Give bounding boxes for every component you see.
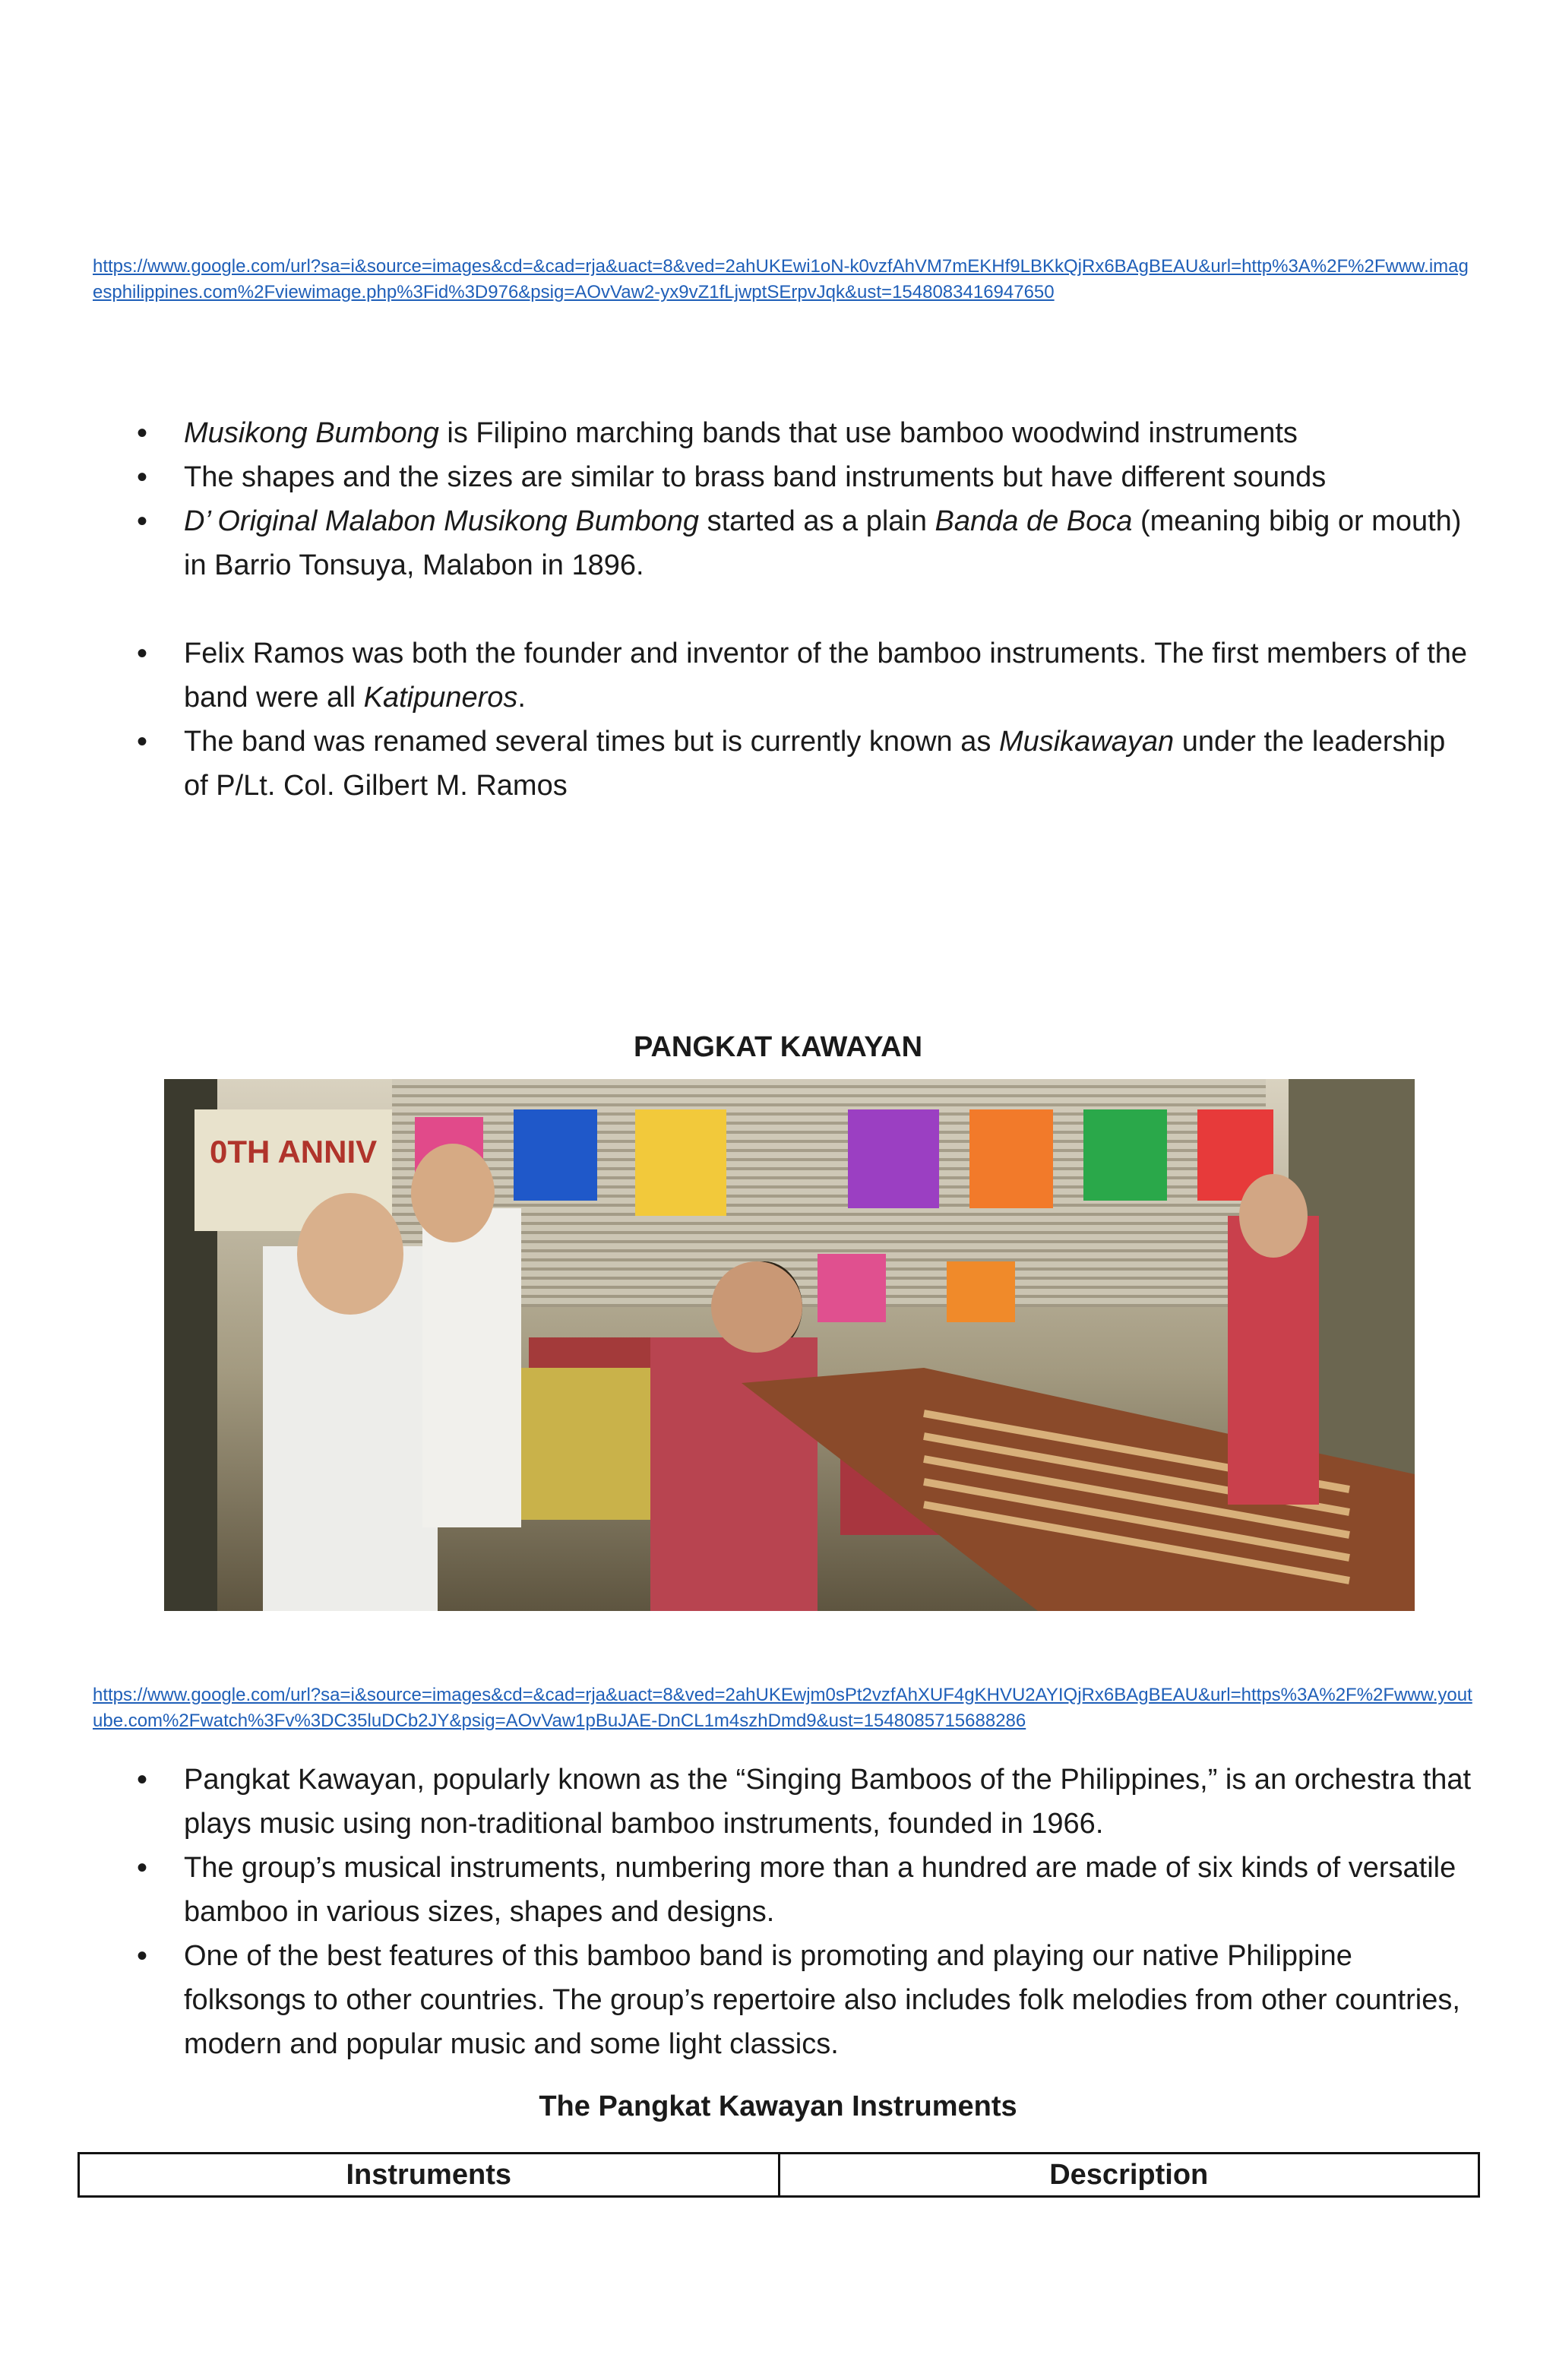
pangkat-kawayan-photo <box>164 1079 1415 1611</box>
banner-text: 0TH ANNIV <box>210 1134 378 1169</box>
list-item: • One of the best features of this bamboo band is promoting and playing our native Philippine folksongs to other countries. The group’s repertoire also includes folk melodies from other countries, modern and popular music and some light classics. <box>137 1934 1474 2066</box>
musikong-bumbong-bullet-list <box>137 411 1474 808</box>
instruments-table <box>77 2152 1480 2198</box>
list-item: • Pangkat Kawayan, popularly known as the “Singing Bamboos of the Philippines,” is an orchestra that plays music using non-traditional bamboo instruments, founded in 1966. <box>137 1758 1474 1846</box>
table-title: The Pangkat Kawayan Instruments <box>539 2090 1017 2122</box>
list-item: • The shapes and the sizes are similar to brass band instruments but have different sounds <box>137 455 1474 499</box>
list-item: • Felix Ramos was both the founder and inventor of the bamboo instruments. The first members of the band were all Katipuneros. <box>137 631 1474 720</box>
pangkat-kawayan-bullet-list <box>137 1758 1474 2066</box>
list-item: • Musikong Bumbong is Filipino marching bands that use bamboo woodwind instruments <box>137 411 1474 455</box>
column-header-description: Description <box>779 2154 1479 2197</box>
source-link-2[interactable]: https://www.google.com/url?sa=i&source=images&cd=&cad=rja&uact=8&ved=2ahUKEwjm0sPt2vzfAhXUF4gKHVU2AYIQjRx6BAgBEAU&url=https%3A%2F%2Fwww.youtube.com%2Fwatch%3Fv%3DC35luDCb2JY&psig=AOvVaw1pBuJAE-DnCL1m4szhDmd9&ust=1548085715688286 <box>93 1685 1472 1731</box>
list-item: • The group’s musical instruments, numbering more than a hundred are made of six kinds of versatile bamboo in various sizes, shapes and designs. <box>137 1846 1474 1934</box>
table-header-row <box>79 2154 1479 2197</box>
section-title: PANGKAT KAWAYAN <box>633 1031 923 1063</box>
source-link-1[interactable]: https://www.google.com/url?sa=i&source=images&cd=&cad=rja&uact=8&ved=2ahUKEwi1oN-k0vzfAhVM7mEKHf9LBKkQjRx6BAgBEAU&url=http%3A%2F%2Fwww.imagesphilippines.com%2Fviewimage.php%3Fid%3D976&psig=AOvVaw2-yx9vZ1fLjwptSErpvJqk&ust=1548083416947650 <box>93 256 1469 302</box>
list-item: • The band was renamed several times but is currently known as Musikawayan under the leadership of P/Lt. Col. Gilbert M. Ramos <box>137 720 1474 808</box>
column-header-instruments: Instruments <box>79 2154 780 2197</box>
list-item: • D’ Original Malabon Musikong Bumbong started as a plain Banda de Boca (meaning bibig or mouth) in Barrio Tonsuya, Malabon in 1896. <box>137 499 1474 587</box>
